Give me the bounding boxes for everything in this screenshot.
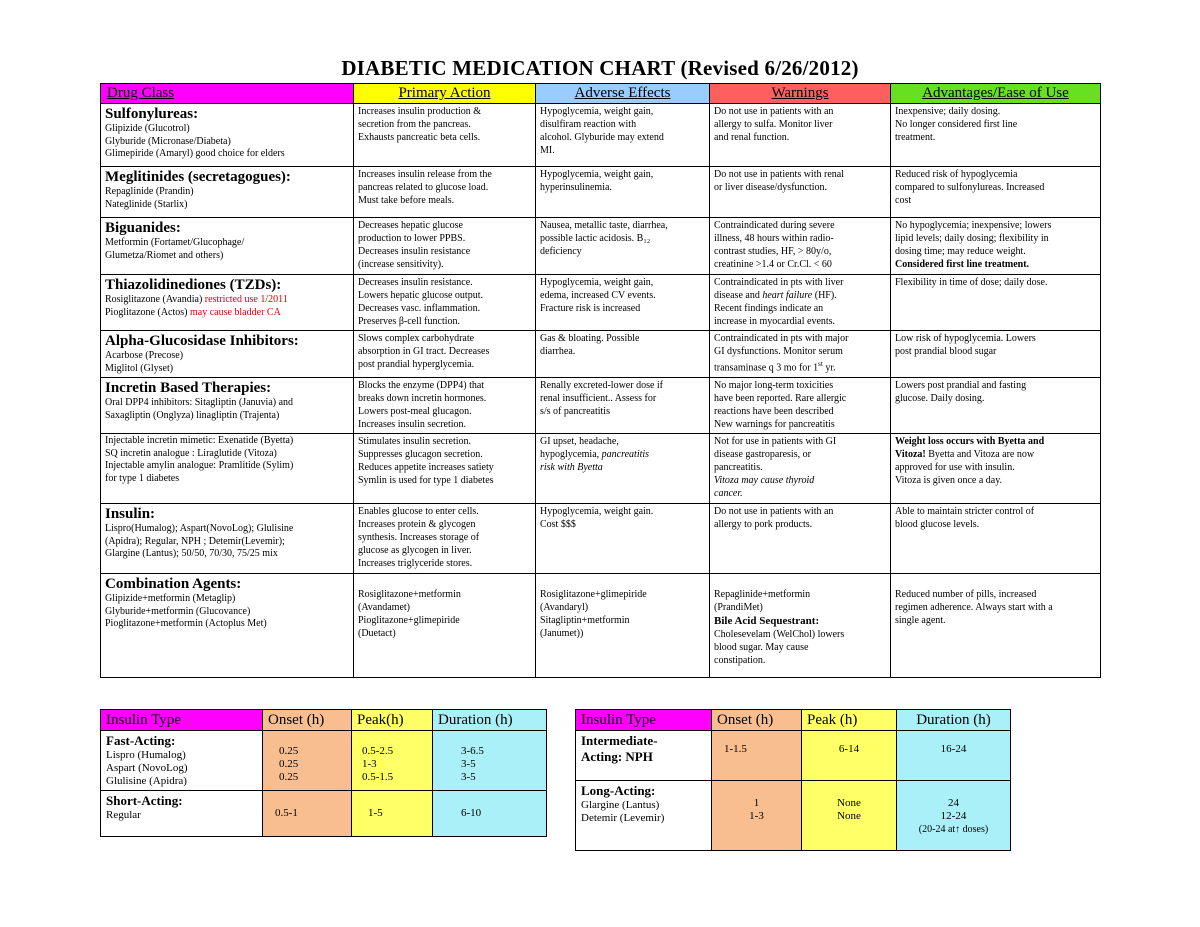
text-line: Reduced risk of hypoglycemia	[895, 169, 1018, 180]
text-line: possible lactic acidosis. B₁₂	[540, 233, 651, 244]
warnings-cell	[710, 167, 891, 218]
insulin-name: Aspart (NovoLog)	[106, 762, 188, 774]
group-title: Acting: NPH	[581, 749, 653, 764]
text-line: hyperinsulinemia.	[540, 182, 612, 193]
text-line: Cost $$$	[540, 519, 576, 530]
text-span: heart failure	[762, 290, 813, 301]
value-note: (20-24 at↑ doses)	[918, 824, 989, 835]
action-cell	[354, 504, 536, 574]
text-line: lipid levels; daily dosing; flexibility in	[895, 233, 1049, 244]
header-insulin-type: Insulin Type	[101, 710, 263, 731]
text-line: diarrhea.	[540, 346, 576, 357]
text-line: (PrandiMet)	[714, 602, 763, 613]
insulin-name: Detemir (Levemir)	[581, 812, 665, 824]
text-line: synthesis. Increases storage of	[358, 532, 480, 543]
text-line: Stimulates insulin secretion.	[358, 436, 472, 447]
text-line: MI.	[540, 145, 555, 156]
adverse-cell	[536, 275, 710, 331]
text-span: transaminase q 3 mo for 1	[714, 362, 819, 374]
medication-table	[100, 83, 1101, 678]
drug-class-name: Insulin:	[105, 506, 156, 522]
text-line: Do not use in patients with renal	[714, 169, 844, 180]
header-insulin-type: Insulin Type	[576, 710, 712, 731]
onset-cell: 1-1.5	[712, 731, 802, 781]
value: 12-24	[940, 810, 967, 822]
drug-name: for type 1 diabetes	[105, 472, 180, 484]
text-line: cancer.	[714, 488, 743, 499]
text-line: glucose as glycogen in liver.	[358, 545, 472, 556]
text-line: Slows complex carbohydrate	[358, 333, 475, 344]
text-line: (Avandamet)	[358, 602, 411, 613]
text-line: Hypoglycemia, weight gain,	[540, 169, 654, 180]
text-line: increase in myocardial events.	[714, 316, 836, 327]
adverse-cell	[536, 167, 710, 218]
text-line: Blocks the enzyme (DPP4) that	[358, 380, 485, 391]
text-line: Hypoglycemia, weight gain.	[540, 506, 654, 517]
text-line: (Avandaryl)	[540, 602, 589, 613]
value: 0.25	[279, 758, 299, 770]
text-line: and renal function.	[714, 132, 790, 143]
action-cell	[354, 104, 536, 167]
text-line: Vitoza may cause thyroid	[714, 475, 815, 486]
advantages-cell	[891, 275, 1101, 331]
text-span: disease and	[714, 290, 760, 301]
adverse-cell	[536, 504, 710, 574]
adverse-cell	[536, 574, 710, 678]
text-line: reactions have been described	[714, 406, 834, 417]
drug-class-name: Alpha-Glucosidase Inhibitors:	[105, 333, 299, 349]
value: 3-5	[461, 758, 476, 770]
header-onset: Onset (h)	[712, 710, 802, 731]
text-line: approved for use with insulin.	[895, 462, 1015, 473]
text-span: Byetta and Vitoza are now	[928, 449, 1035, 460]
text-line: Increases insulin production &	[358, 106, 482, 117]
text-line: Fracture risk is increased	[540, 303, 641, 314]
drug-label: Pioglitazone (Actos)	[105, 306, 188, 318]
text-line: blood glucose levels.	[895, 519, 980, 530]
text-line: breaks down incretin hormones.	[358, 393, 487, 404]
onset-cell	[712, 781, 802, 851]
value: 0.5-1.5	[362, 771, 394, 783]
text-line: Decreases hepatic glucose	[358, 220, 463, 231]
group-title: Long-Acting:	[581, 783, 656, 798]
warnings-cell	[710, 331, 891, 378]
value: 3-6.5	[461, 745, 484, 757]
adverse-cell	[536, 331, 710, 378]
text-span: (HF).	[814, 290, 837, 301]
advantages-cell	[891, 331, 1101, 378]
text-line: allergy to sulfa. Monitor liver	[714, 119, 833, 130]
advantages-cell	[891, 504, 1101, 574]
drug-class-name: Meglitinides (secretagogues):	[105, 169, 291, 185]
warnings-cell	[710, 218, 891, 275]
text-line: Lowers post-meal glucagon.	[358, 406, 472, 417]
text-line: Rosiglitazone+glimepiride	[540, 589, 647, 600]
text-line: s/s of pancreatitis	[540, 406, 610, 417]
text-line: Decreases insulin resistance	[358, 246, 471, 257]
warnings-cell	[710, 275, 891, 331]
advantages-cell	[891, 218, 1101, 275]
advantages-cell	[891, 574, 1101, 678]
drug-name: Repaglinide (Prandin)	[105, 186, 194, 197]
text-line: Nausea, metallic taste, diarrhea,	[540, 220, 668, 231]
text-line: constipation.	[714, 655, 766, 666]
action-cell	[354, 434, 536, 504]
text-line: allergy to pork products.	[714, 519, 813, 530]
text-line: Vitoza is given once a day.	[895, 475, 1003, 486]
header-adverse-effects: Adverse Effects	[536, 84, 710, 104]
action-cell	[354, 331, 536, 378]
text-line: Sitagliptin+metformin	[540, 615, 630, 626]
text-line: Lowers post prandial and fasting	[895, 380, 1027, 391]
group-title: Short-Acting:	[106, 793, 183, 808]
text-line: Do not use in patients with an	[714, 106, 834, 117]
drug-label: Rosiglitazone (Avandia)	[105, 294, 203, 305]
text-span: yr.	[825, 362, 836, 374]
text-line: Increases insulin secretion.	[358, 419, 467, 430]
value: 1-3	[362, 758, 377, 770]
warning-note: may cause bladder CA	[189, 306, 281, 318]
text-line: Weight loss occurs with Byetta and	[895, 436, 1045, 447]
warnings-cell	[710, 504, 891, 574]
drug-name: Miglitol (Glyset)	[105, 362, 174, 374]
text-line: Enables glucose to enter cells.	[358, 506, 479, 517]
drug-name: (Apidra); Regular, NPH ; Detemir(Levemir);	[105, 535, 285, 547]
text-line: renal insufficient.. Assess for	[540, 393, 657, 404]
text-line: Increases triglyceride stores.	[358, 558, 473, 569]
text-line: (increase sensitivity).	[358, 259, 444, 270]
text-line: Cholesevelam (WelChol) lowers	[714, 629, 845, 640]
warning-note: restricted use 1/2011	[204, 294, 288, 305]
text-line: contrast studies, HF, > 80y/o,	[714, 246, 832, 257]
text-line: Low risk of hypoglycemia. Lowers	[895, 333, 1036, 344]
text-line: post prandial hyperglycemia.	[358, 359, 475, 370]
drug-name: Glyburide (Micronase/Diabeta)	[105, 135, 231, 147]
text-line	[714, 358, 886, 374]
action-cell	[354, 218, 536, 275]
text-line: Able to maintain stricter control of	[895, 506, 1035, 517]
text-line: alcohol. Glyburide may extend	[540, 132, 664, 143]
text-line: secretion from the pancreas.	[358, 119, 471, 130]
header-peak: Peak(h)	[352, 710, 433, 731]
text-line	[895, 448, 1096, 461]
header-duration: Duration (h)	[897, 710, 1011, 731]
superscript: st	[818, 360, 823, 368]
value: 0.5-2.5	[362, 745, 394, 757]
insulin-type-cell	[101, 791, 263, 837]
adverse-cell	[536, 104, 710, 167]
text-line: Renally excreted-lower dose if	[540, 380, 664, 391]
header-onset: Onset (h)	[263, 710, 352, 731]
drug-name: Glimepiride (Amaryl) good choice for elders	[105, 148, 285, 159]
drug-name	[105, 307, 349, 320]
warnings-cell	[710, 434, 891, 504]
text-line	[540, 448, 705, 461]
peak-cell	[352, 731, 433, 791]
value: None	[837, 810, 861, 822]
drug-name: Pioglitazone+metformin (Actoplus Met)	[105, 618, 267, 629]
bile-acid-heading: Bile Acid Sequestrant:	[714, 615, 820, 627]
warnings-cell	[710, 378, 891, 434]
text-line: pancreas related to glucose load.	[358, 182, 489, 193]
text-line: Symlin is used for type 1 diabetes	[358, 475, 494, 486]
page-title: DIABETIC MEDICATION CHART (Revised 6/26/2012)	[341, 56, 859, 80]
table-row	[101, 504, 1101, 574]
duration-cell: 6-10	[433, 791, 547, 837]
duration-cell: 16-24	[897, 731, 1011, 781]
drug-name: Acarbose (Precose)	[105, 350, 184, 361]
text-line: Reduces appetite increases satiety	[358, 462, 494, 473]
table-row	[101, 378, 1101, 434]
drug-class-name: Sulfonylureas:	[105, 106, 199, 122]
table-row	[101, 275, 1101, 331]
drug-name: Injectable amylin analogue: Pramlitide (Sylim)	[105, 460, 294, 471]
drug-name: Injectable incretin mimetic: Exenatide (Byetta)	[105, 435, 294, 446]
text-line: compared to sulfonylureas. Increased	[895, 182, 1045, 193]
text-line: absorption in GI tract. Decreases	[358, 346, 490, 357]
advantages-cell	[891, 434, 1101, 504]
text-line: or liver disease/dysfunction.	[714, 182, 828, 193]
text-line: production to lower PPBS.	[358, 233, 466, 244]
drug-class-cell	[101, 434, 354, 504]
table-row	[101, 104, 1101, 167]
text-line: treatment.	[895, 132, 936, 143]
advantages-cell	[891, 378, 1101, 434]
drug-class-cell	[101, 167, 354, 218]
text-line: Increases insulin release from the	[358, 169, 492, 180]
duration-cell	[433, 731, 547, 791]
onset-cell	[263, 731, 352, 791]
text-line: Rosiglitazone+metformin	[358, 589, 461, 600]
insulin-name: Lispro (Humalog)	[106, 749, 186, 761]
text-line: have been reported. Rare allergic	[714, 393, 847, 404]
header-duration: Duration (h)	[433, 710, 547, 731]
insulin-type-cell	[576, 781, 712, 851]
text-line: Hypoglycemia, weight gain,	[540, 106, 654, 117]
advantages-cell	[891, 104, 1101, 167]
drug-name: Metformin (Fortamet/Glucophage/	[105, 237, 245, 248]
header-peak: Peak (h)	[802, 710, 897, 731]
insulin-row-fast	[101, 731, 547, 791]
text-line: Decreases vasc. inflammation.	[358, 303, 481, 314]
insulin-table-left	[100, 709, 547, 837]
text-line: Do not use in patients with an	[714, 506, 834, 517]
drug-class-name: Combination Agents:	[105, 576, 242, 592]
header-warnings: Warnings	[710, 84, 891, 104]
text-line: Repaglinide+metformin	[714, 589, 811, 600]
insulin-name: Glulisine (Apidra)	[106, 775, 187, 787]
drug-class-name: Biguanides:	[105, 220, 181, 236]
text-span: Vitoza!	[895, 449, 926, 460]
insulin-table-right	[575, 709, 1011, 851]
table-row	[101, 574, 1101, 678]
text-line: Contraindicated during severe	[714, 220, 835, 231]
first-line-note: Considered first line treatment.	[895, 259, 1030, 270]
text-line: Contraindicated in pts with liver	[714, 277, 844, 288]
text-line: edema, increased CV events.	[540, 290, 656, 301]
action-cell	[354, 574, 536, 678]
text-line: GI upset, headache,	[540, 436, 619, 447]
peak-cell: 6-14	[802, 731, 897, 781]
text-line: Hypoglycemia, weight gain,	[540, 277, 654, 288]
text-line: Reduced number of pills, increased	[895, 589, 1037, 600]
value: 0.25	[279, 771, 299, 783]
drug-name: Nateglinide (Starlix)	[105, 198, 188, 210]
warnings-cell	[710, 574, 891, 678]
header-drug-class: Drug Class	[101, 84, 354, 104]
adverse-cell	[536, 218, 710, 275]
text-line: GI dysfunctions. Monitor serum	[714, 346, 843, 357]
insulin-row-long	[576, 781, 1011, 851]
text-line: Decreases insulin resistance.	[358, 277, 473, 288]
value: 3-5	[461, 771, 476, 783]
action-cell	[354, 167, 536, 218]
drug-class-cell	[101, 218, 354, 275]
value: 0.25	[279, 745, 299, 757]
table-row	[101, 331, 1101, 378]
text-line: cost	[895, 195, 912, 206]
warnings-cell	[710, 104, 891, 167]
header-row	[101, 84, 1101, 104]
text-line: Not for use in patients with GI	[714, 436, 837, 447]
insulin-row-intermediate	[576, 731, 1011, 781]
value: 24	[948, 797, 959, 809]
text-line: No hypoglycemia; inexpensive; lowers	[895, 220, 1052, 231]
text-line: glucose. Daily dosing.	[895, 393, 985, 404]
value: 1	[753, 797, 760, 809]
drug-name: Glumetza/Riomet and others)	[105, 249, 224, 261]
table-row	[101, 434, 1101, 504]
adverse-cell	[536, 378, 710, 434]
action-cell	[354, 378, 536, 434]
insulin-row-short	[101, 791, 547, 837]
insulin-name: Regular	[106, 809, 141, 821]
value: 1-3	[749, 810, 764, 822]
drug-class-name: Incretin Based Therapies:	[105, 380, 272, 396]
drug-name: Saxagliptin (Onglyza) linagliptin (Trajenta)	[105, 409, 280, 421]
drug-class-cell	[101, 104, 354, 167]
insulin-type-cell	[101, 731, 263, 791]
text-line: Must take before meals.	[358, 195, 455, 206]
text-line: Recent findings indicate an	[714, 303, 824, 314]
text-line: Lowers hepatic glucose output.	[358, 290, 483, 301]
text-line: Contraindicated in pts with major	[714, 333, 849, 344]
text-line: disulfiram reaction with	[540, 119, 637, 130]
drug-name: Glyburide+metformin (Glucovance)	[105, 605, 251, 617]
group-title: Fast-Acting:	[106, 733, 176, 748]
drug-class-name: Thiazolidinediones (TZDs):	[105, 277, 282, 293]
text-line: No major long-term toxicities	[714, 380, 834, 391]
text-line: Increases protein & glycogen	[358, 519, 476, 530]
drug-name: Glargine (Lantus); 50/50, 70/30, 75/25 mix	[105, 548, 278, 559]
text-span: hypoglycemia,	[540, 449, 600, 460]
text-line: Gas & bloating. Possible	[540, 333, 640, 344]
insulin-type-cell	[576, 731, 712, 781]
header-advantages: Advantages/Ease of Use	[891, 84, 1101, 104]
text-line: (Janumet))	[540, 628, 584, 639]
text-line: Suppresses glucagon secretion.	[358, 449, 483, 460]
text-line: Flexibility in time of dose; daily dose.	[895, 277, 1048, 288]
drug-name: Glipizide+metformin (Metaglip)	[105, 593, 236, 604]
value: None	[837, 797, 861, 809]
text-line: dosing time; may reduce weight.	[895, 246, 1026, 257]
text-line: Preserves β-cell function.	[358, 316, 460, 327]
text-line: New warnings for pancreatitis	[714, 419, 835, 430]
duration-cell	[897, 781, 1011, 851]
onset-cell: 0.5-1	[263, 791, 352, 837]
insulin-name: Glargine (Lantus)	[581, 799, 660, 811]
drug-name: Oral DPP4 inhibitors: Sitagliptin (Januvia) and	[105, 397, 294, 408]
text-line: Inexpensive; daily dosing.	[895, 106, 1001, 117]
adverse-cell	[536, 434, 710, 504]
header-primary-action: Primary Action	[354, 84, 536, 104]
drug-class-cell	[101, 504, 354, 574]
text-line: regimen adherence. Always start with a	[895, 602, 1053, 613]
drug-name: Lispro(Humalog); Aspart(NovoLog); Glulisine	[105, 523, 294, 534]
text-line: single agent.	[895, 615, 946, 626]
drug-class-cell	[101, 275, 354, 331]
drug-class-cell	[101, 378, 354, 434]
drug-class-cell	[101, 574, 354, 678]
text-line: illness, 48 hours within radio-	[714, 233, 834, 244]
text-line: deficiency	[540, 246, 582, 257]
insulin-header-row	[576, 710, 1011, 731]
text-line: Exhausts pancreatic beta cells.	[358, 132, 481, 143]
text-line: risk with Byetta	[540, 462, 603, 473]
text-line: post prandial blood sugar	[895, 346, 997, 357]
drug-name: SQ incretin analogue : Liraglutide (Vitoza)	[105, 447, 277, 459]
drug-name	[105, 294, 349, 307]
text-line: Pioglitazone+glimepiride	[358, 615, 460, 626]
text-line: disease gastroparesis, or	[714, 449, 811, 460]
peak-cell: 1-5	[352, 791, 433, 837]
advantages-cell	[891, 167, 1101, 218]
group-title: Intermediate-	[581, 733, 658, 748]
insulin-header-row	[101, 710, 547, 731]
text-line	[714, 289, 886, 302]
text-line: creatinine >1.4 or Cr.Cl. < 60	[714, 259, 832, 270]
table-row	[101, 167, 1101, 218]
text-line: (Duetact)	[358, 628, 396, 639]
text-line: blood sugar. May cause	[714, 642, 809, 653]
text-line: No longer considered first line	[895, 119, 1018, 130]
text-span: pancreatitis	[601, 449, 650, 460]
peak-cell	[802, 781, 897, 851]
drug-name: Glipizide (Glucotrol)	[105, 123, 190, 134]
text-line: pancreatitis.	[714, 462, 763, 473]
drug-class-cell	[101, 331, 354, 378]
action-cell	[354, 275, 536, 331]
table-row	[101, 218, 1101, 275]
